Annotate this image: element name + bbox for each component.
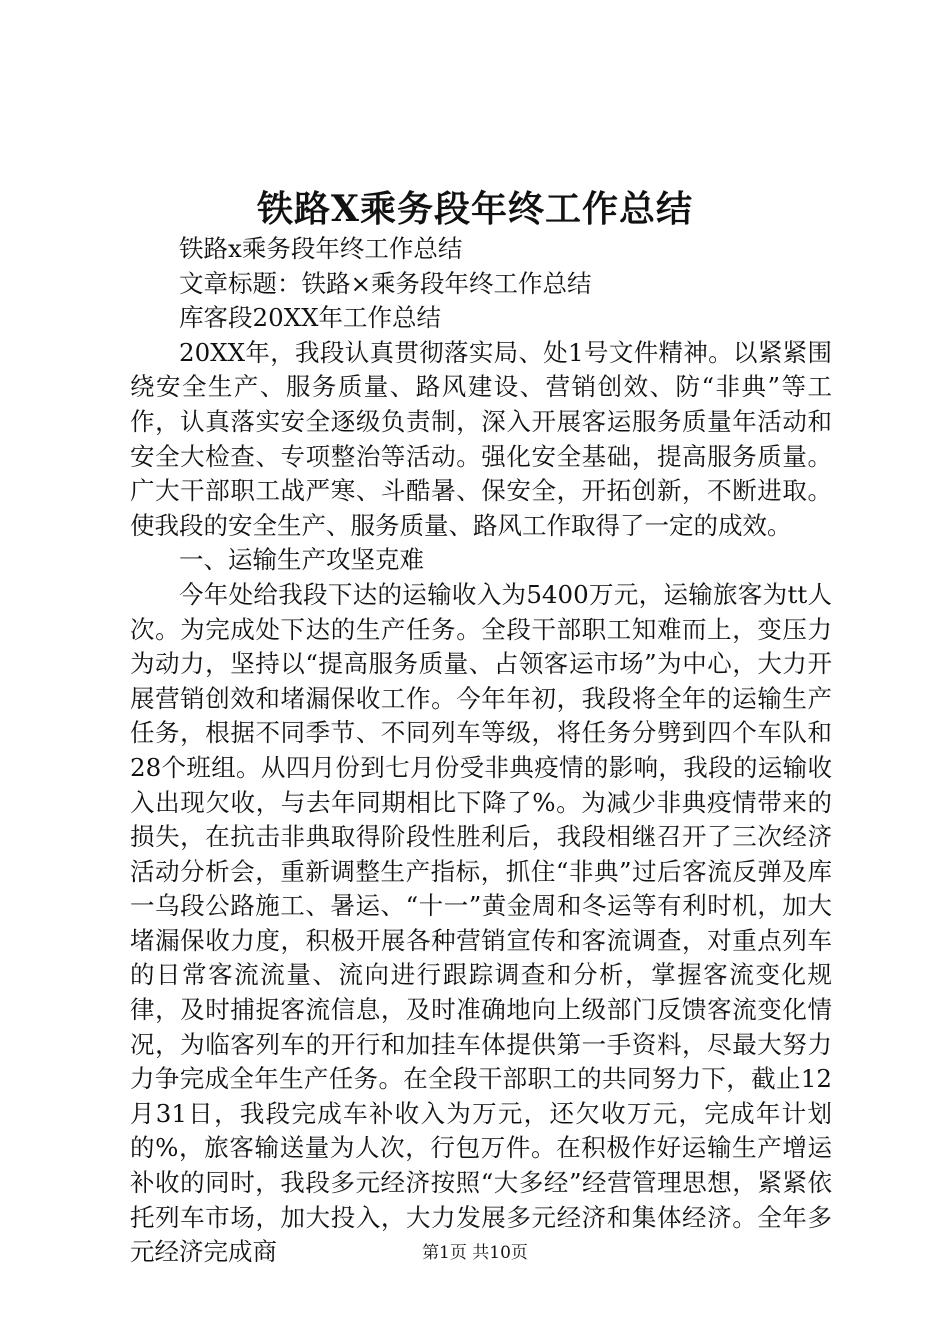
paragraph-article-title: 文章标题：铁路×乘务段年终工作总结 — [179, 268, 592, 298]
section-heading-1: 一、运输生产攻坚克难 — [179, 545, 424, 575]
paragraph-report-heading: 库客段20XX年工作总结 — [179, 303, 442, 333]
paragraph-section-1: 今年处给我段下达的运输收入为5400万元，运输旅客为tt人次。为完成处下达的生产任务。全段干部职工知难而上，变压力为动力，坚持以“提高服务质量、占领客运市场”为中心，大力开展营销创效和堵漏保收工作。今年年初，我段将全年的运输生产任务，根据不同季节、不同列车等级，将任务分劈到四个车队和28个班组。从四月份到七月份受非典疫情的影响，我段的运输收入出现欠收，与去年同期相比下降了%。为减少非典疫情带来的损失，在抗击非典取得阶段性胜利后，我段相继召开了三次经济活动分析会，重新调整生产指标，抓住“非典”过后客流反弹及库一乌段公路施工、暑运、“十一”黄金周和冬运等有利时机，加大堵漏保收力度，积极开展各种营销宣传和客流调查，对重点列车的日常客流流量、流向进行跟踪调查和分析，掌握客流变化规律，及时捕捉客流信息，及时准确地向上级部门反馈客流变化情况，为临客列车的开行和加挂车体提供第一手资料，尽最大努力力争完成全年生产任务。在全段干部职工的共同努力下，截止12月31日，我段完成车补收入为万元，还欠收万元，完成年计划的%，旅客输送量为人次，行包万件。在积极作好运输生产增运补收的同时，我段多元经济按照“大多经”经营管理思想，紧紧依托列车市场，加大投入，大力发展多元经济和集体经济。全年多元经济完成商 — [130, 579, 832, 1267]
document-body — [130, 232, 832, 1270]
paragraph-subtitle: 铁路x乘务段年终工作总结 — [179, 234, 463, 263]
document-title: 铁路X乘务段年终工作总结 — [257, 188, 693, 230]
paragraph-intro: 20XX年，我段认真贯彻落实局、处1号文件精神。以紧紧围绕安全生产、服务质量、路风建设、营销创效、防“非典”等工作，认真落实安全逐级负责制，深入开展客运服务质量年活动和安全大检查、专项整治等活动。强化安全基础，提高服务质量。广大干部职工战严寒、斗酷暑、保安全，开拓创新，不断进取。使我段的安全生产、服务质量、路风工作取得了一定的成效。 — [130, 337, 832, 540]
page-footer: 第1页 共10页 — [422, 1243, 528, 1263]
